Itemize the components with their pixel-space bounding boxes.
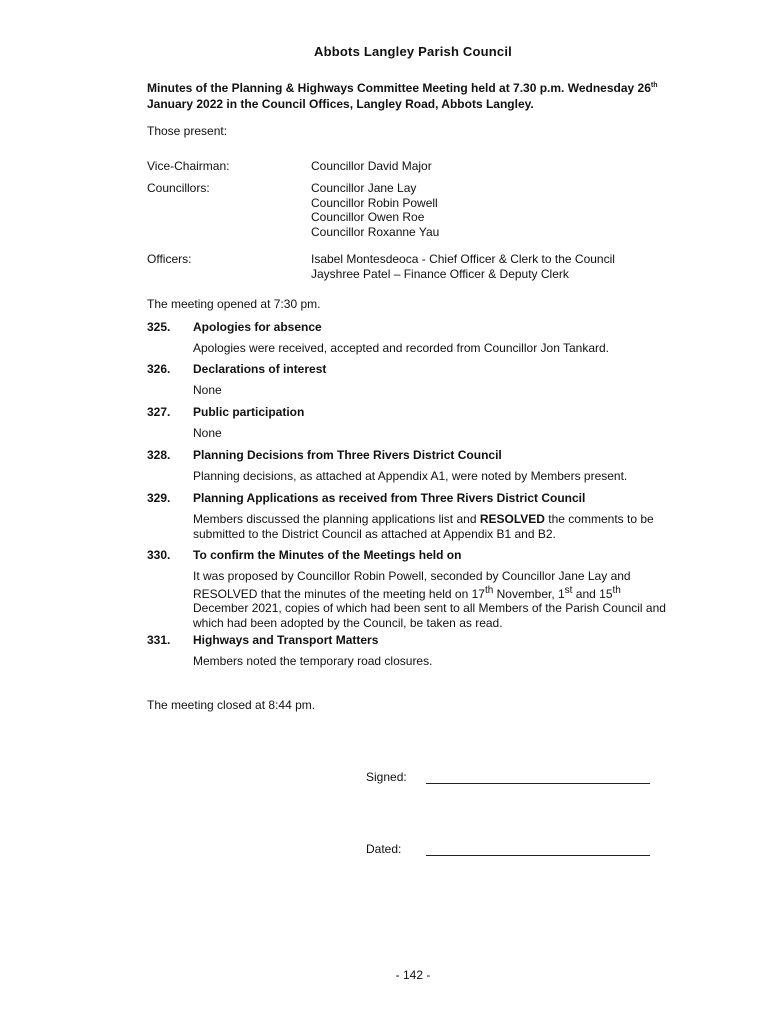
attendee-name: Councillor David Major (311, 159, 432, 173)
meeting-closed: The meeting closed at 8:44 pm. (147, 698, 316, 712)
ordinal: th (484, 584, 494, 596)
dated-label: Dated: (366, 842, 402, 856)
item-body-text: the comments to be submitted to the District Council as attached at Appendix B1 and B2. (193, 512, 654, 541)
item-body: Apologies were received, accepted and recorded from Councillor Jon Tankard. (193, 341, 610, 355)
heading-ordinal: th (650, 82, 658, 89)
role-names (311, 181, 691, 239)
item-body (193, 569, 677, 630)
item-title: Public participation (193, 405, 305, 419)
attendee-name: Councillor Owen Roe (311, 210, 425, 224)
item-body-text: Members discussed the planning applications list and (193, 512, 480, 526)
item-title: Highways and Transport Matters (193, 633, 379, 647)
attendee-name: Jayshree Patel – Finance Officer & Deputy Clerk (311, 266, 569, 281)
item-body (193, 512, 677, 541)
attendee-name: Councillor Roxanne Yau (311, 224, 440, 239)
item-number: 327. (147, 405, 171, 419)
signed-label: Signed: (366, 770, 407, 784)
date-line (426, 855, 650, 856)
item-body: Members noted the temporary road closures. (193, 654, 433, 668)
present-label: Those present: (147, 124, 228, 138)
item-number: 326. (147, 362, 171, 376)
item-body-text: November, 1 (493, 586, 565, 601)
item-title: Declarations of interest (193, 362, 327, 376)
role-label: Councillors: (147, 181, 210, 195)
item-title: Planning Applications as received from Three Rivers District Council (193, 491, 586, 505)
item-number: 331. (147, 633, 171, 647)
signature-line (426, 783, 650, 784)
role-names (311, 159, 691, 174)
item-title: Planning Decisions from Three Rivers District Council (193, 448, 502, 462)
item-title: To confirm the Minutes of the Meetings held on (193, 548, 462, 562)
heading-text-1: Minutes of the Planning & Highways Committee Meeting held at 7.30 p.m. Wednesday 26 (147, 81, 651, 95)
page-number: - 142 - (395, 968, 431, 982)
attendee-name: Councillor Robin Powell (311, 195, 438, 210)
attendee-name: Councillor Jane Lay (311, 181, 417, 195)
item-body-text: and 15 (572, 586, 613, 601)
heading-text-2: January 2022 in the Council Offices, Langley Road, Abbots Langley. (147, 97, 534, 111)
role-label: Vice-Chairman: (147, 159, 230, 173)
resolved-text: RESOLVED (479, 512, 545, 526)
item-title: Apologies for absence (193, 320, 322, 334)
role-label: Officers: (147, 252, 192, 266)
item-number: 328. (147, 448, 171, 462)
item-body-text: It was proposed by Councillor Robin Powell, seconded by Councillor Jane Lay and RESOLVED that the minutes of the meeting held on 17 (193, 569, 631, 601)
attendee-name: Isabel Montesdeoca - Chief Officer & Clerk to the Council (311, 252, 615, 266)
ordinal: th (612, 584, 621, 596)
role-names (311, 252, 691, 281)
item-body: None (193, 426, 222, 440)
item-body-text: December 2021, copies of which had been sent to all Members of the Parish Council and which had been adopted by the Council, be taken as read. (193, 601, 666, 630)
item-number: 329. (147, 491, 171, 505)
item-body: None (193, 383, 222, 397)
item-body: Planning decisions, as attached at Appendix A1, were noted by Members present. (193, 469, 628, 483)
item-number: 330. (147, 548, 171, 562)
meeting-heading (147, 80, 677, 112)
document-title: Abbots Langley Parish Council (314, 44, 512, 59)
item-number: 325. (147, 320, 171, 334)
meeting-opened: The meeting opened at 7:30 pm. (147, 297, 321, 311)
ordinal: st (564, 584, 573, 596)
